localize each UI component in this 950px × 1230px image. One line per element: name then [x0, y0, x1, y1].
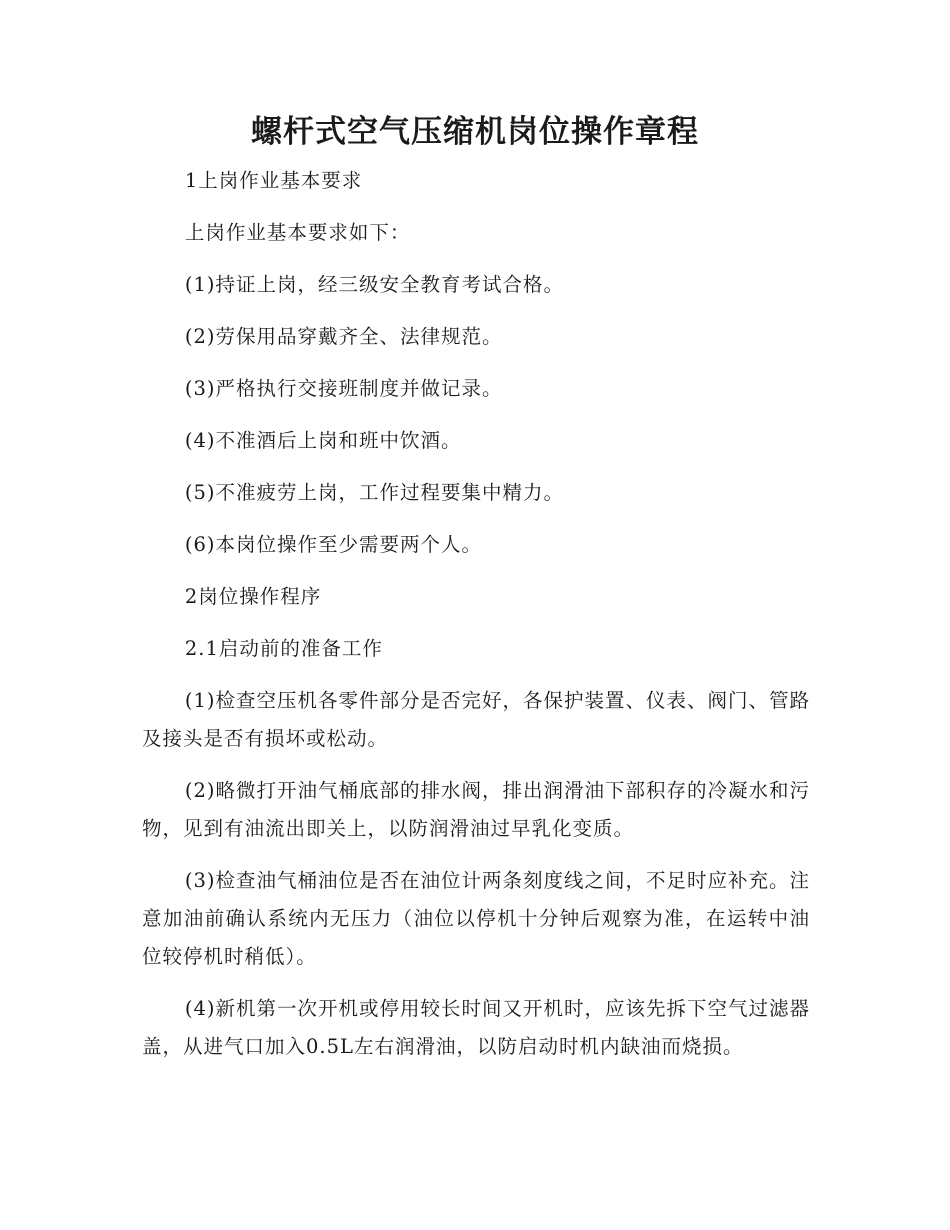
list-item: (1)持证上岗，经三级安全教育考试合格。	[184, 273, 565, 296]
document-body	[142, 162, 810, 1080]
list-item: (3)检查油气桶油位是否在油位计两条刻度线之间，不足时应补充。注意加油前确认系统内无压力（油位以停机十分钟后观察为准，在运转中油位较停机时稍低）。	[142, 869, 811, 968]
subsection-heading-2-1: 2.1启动前的准备工作	[184, 637, 383, 660]
list-item: (3)严格执行交接班制度并做记录。	[184, 377, 503, 400]
list-item: (2)略微打开油气桶底部的排水阀，排出润滑油下部积存的冷凝水和污物，见到有油流出即关上，以防润滑油过早乳化变质。	[142, 779, 811, 840]
section-heading-2: 2岗位操作程序	[184, 585, 322, 608]
list-item: (5)不准疲劳上岗，工作过程要集中精力。	[184, 481, 565, 504]
list-item: (4)不准酒后上岗和班中饮酒。	[184, 429, 462, 452]
list-item: (1)检查空压机各零件部分是否完好，各保护装置、仪表、阀门、管路及接头是否有损坏或松动。	[142, 689, 811, 750]
document-title: 螺杆式空气压缩机岗位操作章程	[251, 114, 699, 150]
paragraph: 上岗作业基本要求如下：	[184, 221, 411, 244]
list-item: (6)本岗位操作至少需要两个人。	[184, 533, 483, 556]
list-item: (4)新机第一次开机或停用较长时间又开机时，应该先拆下空气过滤器盖，从进气口加入0.5L左右润滑油，以防启动时机内缺油而烧损。	[142, 997, 811, 1058]
list-item: (2)劳保用品穿戴齐全、法律规范。	[184, 325, 503, 348]
section-heading-1: 1上岗作业基本要求	[184, 169, 363, 192]
